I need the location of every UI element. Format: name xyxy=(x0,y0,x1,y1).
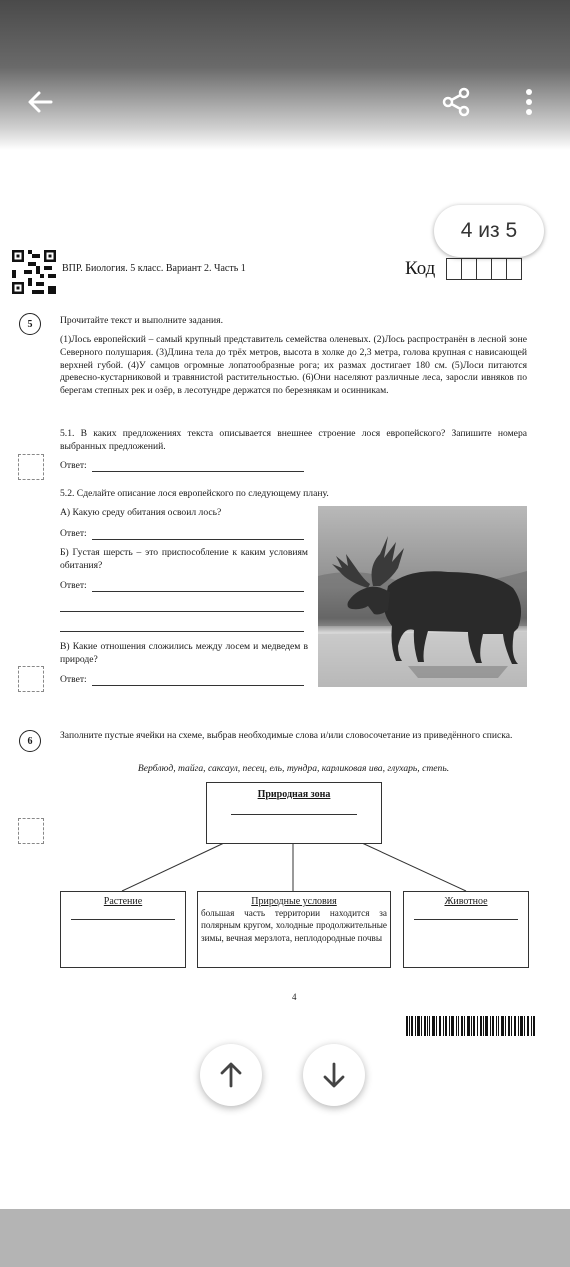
kod-label: Код xyxy=(405,258,436,279)
answer-label: Ответ: xyxy=(60,528,87,539)
question-5-2: 5.2. Сделайте описание лося европейского по следующему плану. xyxy=(60,488,329,499)
answer-label: Ответ: xyxy=(60,580,87,591)
answer-label: Ответ: xyxy=(60,460,87,471)
conditions-title: Природные условия xyxy=(251,896,337,907)
task5-paragraph: (1)Лось европейский – самый крупный представитель семейства оленевых. (2)Лось распространён в лесной зоне Северного полушария. (3)Длина тела до трёх метров, высота в холке до 2,3 метра, голова крупная с нависающей верхней губой. (4)У самцов огромные лопатообразные рога; их размах достигает 180 см. (5)Лоси питаются древесно-кустарниковой и травянистой растительностью. (6)Они населяют различные леса, заросли ивняков по берегам степных рек и озёр, в лесотундре держатся по березнякам и осинникам. xyxy=(60,334,527,397)
doc-header: ВПР. Биология. 5 класс. Вариант 2. Часть 1 xyxy=(62,263,246,274)
plant-box xyxy=(60,891,186,968)
barcode xyxy=(406,1016,536,1036)
task-number-5: 5 xyxy=(19,313,41,335)
task5-intro: Прочитайте текст и выполните задания. xyxy=(60,315,223,326)
conditions-box xyxy=(197,891,391,968)
arrow-up-icon[interactable] xyxy=(200,1044,262,1106)
task-number-6: 6 xyxy=(19,730,41,752)
question-c: В) Какие отношения сложились между лосем и медведем в природе? xyxy=(60,641,308,665)
bottom-bar xyxy=(0,1209,570,1267)
question-b: Б) Густая шерсть – это приспособление к каким условиям обитания? xyxy=(60,547,308,571)
question-5-1: 5.1. В каких предложениях текста описывается внешнее строение лося европейского? Запишите номера выбранных предложений. xyxy=(60,428,527,452)
plant-title: Растение xyxy=(103,896,143,907)
animal-box xyxy=(403,891,529,968)
animal-answer-line[interactable] xyxy=(414,919,518,920)
zone-box xyxy=(206,782,382,844)
question-a: А) Какую среду обитания освоил лось? xyxy=(60,507,222,518)
arrow-down-icon[interactable] xyxy=(303,1044,365,1106)
animal-title: Животное xyxy=(444,896,488,907)
page-number: 4 xyxy=(292,992,297,1002)
plant-answer-line[interactable] xyxy=(71,919,175,920)
answer-label: Ответ: xyxy=(60,674,87,685)
zone-title: Природная зона xyxy=(257,789,331,800)
page-indicator: 4 из 5 xyxy=(434,205,544,257)
zone-answer-line[interactable] xyxy=(231,814,357,815)
conditions-text: большая часть территории находится за полярным кругом, холодные продолжительные зимы, вечная мерзлота, неплодородные почвы xyxy=(201,908,387,943)
task6-instruction: Заполните пустые ячейки на схеме, выбрав необходимые слова и/или словосочетание из приведённого списка. xyxy=(60,730,513,741)
word-list: Верблюд, тайга, саксаул, песец, ель, тундра, карликовая ива, глухарь, степь. xyxy=(137,763,450,774)
